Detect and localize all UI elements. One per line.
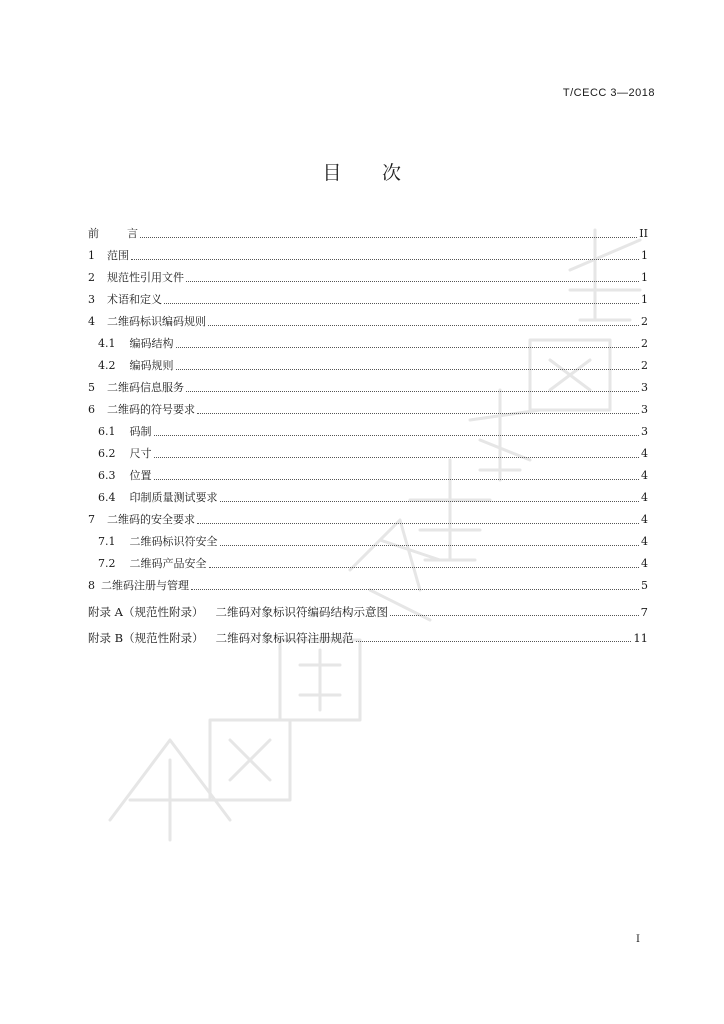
toc-entry-page: 4	[641, 491, 648, 504]
toc-entry-number: 4.1	[98, 337, 116, 350]
toc-entry[interactable]	[88, 329, 648, 351]
toc-entry[interactable]	[88, 263, 648, 285]
toc-entry-number: 附录 B（规范性附录）	[88, 631, 204, 645]
toc-entry-number: 8	[88, 579, 95, 592]
toc-entry-title: 编码结构	[129, 337, 174, 350]
toc-entry-label	[88, 293, 162, 307]
toc-entry[interactable]	[88, 285, 648, 307]
toc-entry-title: 码制	[129, 425, 152, 438]
toc-leader-dots	[154, 479, 640, 480]
toc-entry[interactable]	[88, 373, 648, 395]
toc-entry-page: 4	[641, 513, 648, 526]
toc-entry-number: 7.2	[98, 557, 116, 570]
toc-entry-label	[98, 469, 152, 483]
toc-entry-number: 6.1	[98, 425, 116, 438]
document-code: T/CECC 3—2018	[562, 87, 655, 99]
toc-entry[interactable]	[88, 461, 648, 483]
toc-entry-title: 二维码的符号要求	[107, 403, 195, 416]
toc-entry-title: 编码规则	[129, 359, 174, 372]
toc-leader-dots	[209, 567, 640, 568]
toc-leader-dots	[390, 615, 639, 616]
toc-entry-number: 6.3	[98, 469, 116, 482]
toc-entry-page: 11	[633, 631, 648, 645]
toc-entry-label	[88, 631, 354, 645]
toc-leader-dots	[356, 641, 632, 642]
toc-entry-page: 1	[641, 249, 648, 262]
toc-entry[interactable]	[88, 219, 648, 241]
toc-leader-dots	[186, 391, 639, 392]
toc-entry[interactable]	[88, 395, 648, 417]
toc-entry-number: 7	[88, 513, 95, 526]
toc-leader-dots	[131, 259, 639, 260]
svg-text:全国团体标准信息平台: 全国团体标准信息平台	[50, 120, 60, 121]
toc-title-part2: 次	[382, 162, 402, 184]
toc-entry-label	[98, 535, 218, 549]
toc-entry-label	[88, 249, 129, 263]
toc-entry[interactable]	[88, 527, 648, 549]
toc-entry-page: 1	[641, 293, 648, 306]
toc-entry-number: 1	[88, 249, 95, 262]
toc-leader-dots	[176, 369, 640, 370]
toc-leader-dots	[220, 545, 640, 546]
toc-title	[0, 158, 724, 185]
toc-entry[interactable]	[88, 439, 648, 461]
toc-entry-page: 7	[640, 605, 648, 619]
toc-entry-title: 规范性引用文件	[107, 271, 184, 284]
toc-leader-dots	[197, 523, 639, 524]
toc-entry-number: 2	[88, 271, 95, 284]
toc-entry-page: 4	[641, 535, 648, 548]
toc-entry-number: 4	[88, 315, 95, 328]
toc-leader-dots	[197, 413, 639, 414]
toc-entry-page: 1	[641, 271, 648, 284]
toc-leader-dots	[154, 457, 640, 458]
toc-entry-title: 二维码对象标识符注册规范	[215, 631, 354, 645]
toc-entry-label	[98, 557, 207, 571]
toc-entry[interactable]	[88, 241, 648, 263]
toc-entry[interactable]	[88, 619, 648, 645]
toc-entry-number: 6.4	[98, 491, 116, 504]
toc-entry-page: 4	[641, 447, 648, 460]
toc-entry-number: 5	[88, 381, 95, 394]
toc-leader-dots	[208, 325, 639, 326]
table-of-contents	[88, 219, 648, 645]
toc-entry-page: 2	[641, 359, 648, 372]
toc-entry-title: 尺寸	[129, 447, 152, 460]
toc-entry-title: 二维码信息服务	[107, 381, 184, 394]
toc-entry-page: 3	[641, 403, 648, 416]
toc-entry-title: 范围	[107, 249, 129, 262]
toc-entry-number: 3	[88, 293, 95, 306]
toc-entry-number: 4.2	[98, 359, 116, 372]
toc-entry-number: 附录 A（规范性附录）	[88, 605, 204, 619]
toc-entry-label	[88, 579, 189, 593]
toc-entry-page: 4	[641, 469, 648, 482]
toc-entry-page: 3	[641, 381, 648, 394]
toc-entry-number: 7.1	[98, 535, 116, 548]
toc-entry-title: 二维码标识符安全	[129, 535, 218, 548]
toc-entry-label	[88, 605, 388, 619]
toc-entry-title: 二维码产品安全	[129, 557, 207, 570]
toc-entry-label	[88, 315, 206, 329]
toc-title-part1: 目	[322, 162, 342, 184]
toc-entry-title: 术语和定义	[107, 293, 162, 306]
toc-entry-label	[98, 447, 152, 461]
toc-entry[interactable]	[88, 593, 648, 619]
toc-entry-title: 二维码标识编码规则	[107, 315, 206, 328]
toc-entry[interactable]	[88, 307, 648, 329]
toc-entry-title: 二维码注册与管理	[101, 579, 189, 592]
toc-entry-number: 6	[88, 403, 95, 416]
toc-leader-dots	[164, 303, 639, 304]
toc-leader-dots	[191, 589, 639, 590]
toc-entry-title: 二维码对象标识符编码结构示意图	[215, 605, 388, 619]
toc-entry-label	[98, 337, 174, 351]
toc-leader-dots	[186, 281, 639, 282]
toc-entry-label	[88, 227, 138, 241]
toc-entry-number: 前	[88, 227, 99, 240]
toc-entry-page: 5	[641, 579, 648, 592]
toc-entry-page: 2	[641, 337, 648, 350]
toc-entry-label	[88, 513, 195, 527]
toc-entry-title: 印制质量测试要求	[129, 491, 218, 504]
toc-leader-dots	[140, 237, 637, 238]
toc-entry[interactable]	[88, 483, 648, 505]
toc-entry-label	[88, 381, 184, 395]
toc-entry[interactable]	[88, 505, 648, 527]
toc-entry-title: 位置	[129, 469, 152, 482]
toc-entry-page: 2	[641, 315, 648, 328]
toc-entry-title: 言	[127, 227, 138, 240]
toc-leader-dots	[220, 501, 640, 502]
toc-entry-page: II	[639, 227, 648, 240]
toc-entry-label	[98, 425, 152, 439]
toc-entry-page: 4	[641, 557, 648, 570]
toc-entry-label	[98, 359, 174, 373]
toc-entry[interactable]	[88, 571, 648, 593]
toc-entry-label	[98, 491, 218, 505]
toc-entry-label	[88, 403, 195, 417]
toc-leader-dots	[154, 435, 640, 436]
toc-entry[interactable]	[88, 549, 648, 571]
toc-entry-label	[88, 271, 184, 285]
toc-entry[interactable]	[88, 417, 648, 439]
toc-leader-dots	[176, 347, 640, 348]
toc-entry[interactable]	[88, 351, 648, 373]
toc-entry-title: 二维码的安全要求	[107, 513, 195, 526]
toc-entry-number: 6.2	[98, 447, 116, 460]
page-number: I	[636, 934, 640, 945]
toc-entry-page: 3	[641, 425, 648, 438]
